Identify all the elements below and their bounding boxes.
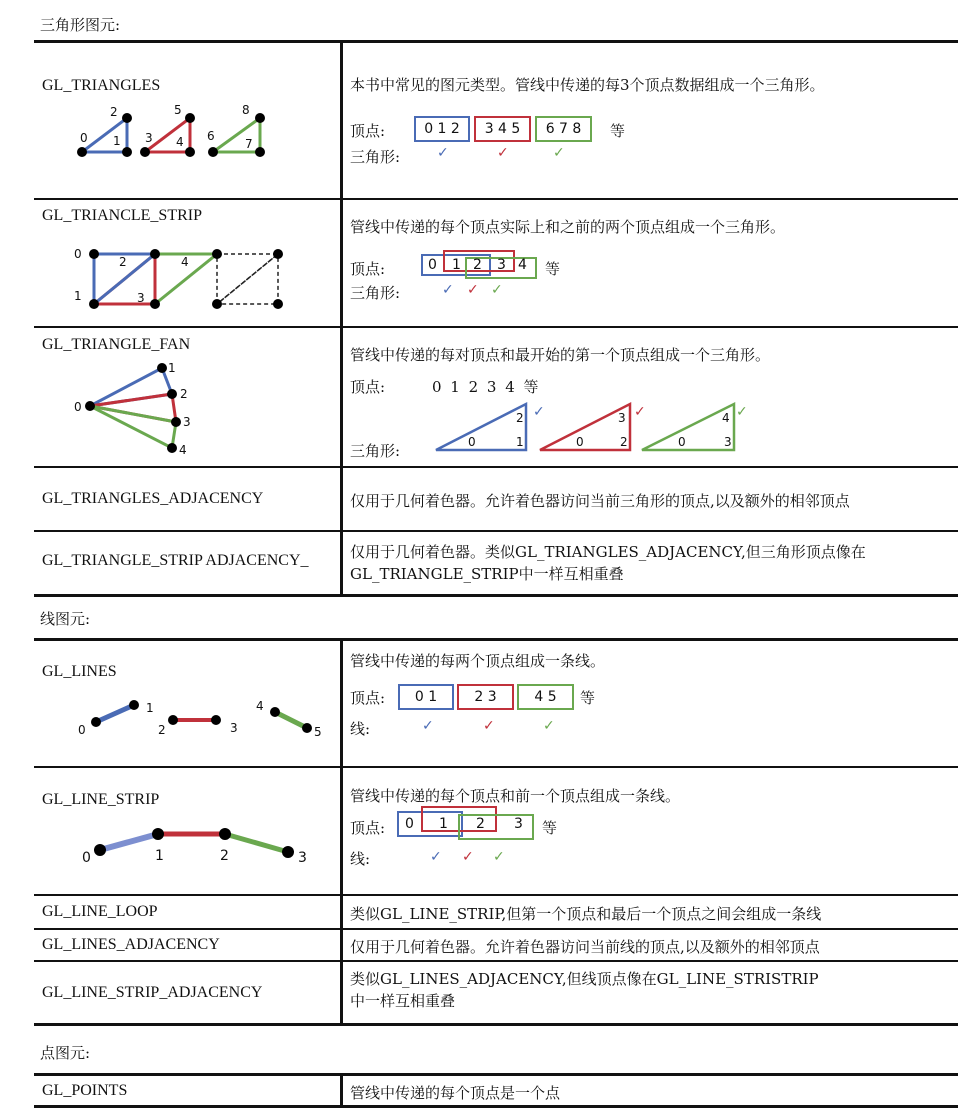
primitive-name: GL_LINES [42,663,117,680]
vertex-label: 1 [146,701,154,715]
vertex-dot [168,715,178,725]
vertex-dot [212,249,222,259]
vertex-group: 0 1 2 [414,116,470,142]
vertex-label: 5 [314,725,322,739]
vertex-dot [211,715,221,725]
check-icon: ✓ [634,404,646,420]
vertex-number: 1 [452,257,461,273]
vertex-label: 3 [145,131,153,145]
vertex-label: 1 [155,848,164,864]
vertex-dot [89,299,99,309]
vertex-group: 4 5 [517,684,574,710]
line-strip-diagram [70,820,340,870]
vertex-label: 2 [110,105,118,119]
table-rule [34,594,958,597]
vertex-label: 3 [230,721,238,735]
vertex-dot [140,147,150,157]
vertex-label: 7 [245,137,253,151]
check-icon: ✓ [533,404,545,420]
etc-label: 等 [542,819,558,837]
check-icon: ✓ [497,145,509,161]
primitive-name: GL_TRIANCLE_STRIP [42,207,202,224]
vertex-label: 0 [82,850,91,866]
section-title-lines: 线图元: [40,610,91,628]
shapes-label: 三角形: [350,284,401,302]
table-rule [34,1023,958,1026]
etc-label: 等 [610,122,626,140]
vertices-label: 顶点: [350,122,386,140]
vertex-dot [255,147,265,157]
section-title-triangles: 三角形图元: [40,16,121,34]
vertex-dot [167,389,177,399]
shapes-label: 线: [350,720,371,738]
vertex-label: 4 [256,699,264,713]
vertex-label: 4 [179,443,187,457]
vertex-dot [150,249,160,259]
primitive-name: GL_TRIANGLE_FAN [42,336,191,353]
vertex-number: 2 [476,816,485,832]
primitive-description: 类似GL_LINE_STRIP,但第一个顶点和最后一个顶点之间会组成一条线 [350,905,822,923]
vertex-number: 3 [497,257,506,273]
vertex-label: 8 [242,103,250,117]
primitive-description: 管线中传递的每个顶点实际上和之前的两个顶点组成一个三角形。 [350,218,786,236]
table-rule [34,198,958,200]
vertices-label: 顶点: [350,689,386,707]
vertex-label: 1 [168,361,176,375]
primitive-name: GL_LINE_STRIP [42,791,160,808]
check-icon: ✓ [543,718,555,734]
primitive-description: 仅用于几何着色器。类似GL_TRIANGLES_ADJACENCY,但三角形顶点像在 [350,543,866,561]
vertex-dot [273,299,283,309]
primitive-name: GL_POINTS [42,1082,128,1099]
vertex-label: 2 [119,255,127,269]
vertex-dot [122,147,132,157]
column-divider [340,1073,343,1108]
tri-label: 3 [724,435,732,449]
tri-label: 0 [576,435,584,449]
vertices-label: 顶点: [350,378,386,396]
vertex-label: 1 [113,134,121,148]
primitive-name: GL_LINE_LOOP [42,903,158,920]
table-rule [34,530,958,532]
tri-label: 3 [618,411,626,425]
vertex-dot [167,443,177,453]
vertex-dot [273,249,283,259]
vertex-dot [219,828,231,840]
primitive-description: 管线中传递的每两个顶点组成一条线。 [350,652,606,670]
vertex-dot [270,707,280,717]
table-rule [34,894,958,896]
vertex-dot [94,844,106,856]
table-rule [34,638,958,641]
vertex-dot [171,417,181,427]
vertex-number: 0 [405,816,414,832]
vertex-number: 3 [514,816,523,832]
vertex-dot [208,147,218,157]
primitive-description: 仅用于几何着色器。允许着色器访问当前线的顶点,以及额外的相邻顶点 [350,938,820,956]
vertex-dot [122,113,132,123]
shapes-label: 线: [350,850,371,868]
vertex-label: 3 [298,850,307,866]
vertex-group: 3 4 5 [474,116,531,142]
vertex-group: 6 7 8 [535,116,592,142]
vertex-label: 1 [74,289,82,303]
primitive-name: GL_LINES_ADJACENCY [42,936,220,953]
etc-label: 等 [580,689,596,707]
check-icon: ✓ [430,849,442,865]
vertex-dot [282,846,294,858]
primitive-description: 仅用于几何着色器。允许着色器访问当前三角形的顶点,以及额外的相邻顶点 [350,492,850,510]
vertex-dot [157,363,167,373]
vertex-group: 0 1 [398,684,454,710]
primitive-description: 管线中传递的每对顶点和最开始的第一个顶点组成一个三角形。 [350,346,771,364]
vertex-dot [77,147,87,157]
tri-label: 2 [516,411,524,425]
vertex-dot [185,147,195,157]
vertex-sequence: 0 1 2 3 4 等 [432,378,539,396]
check-icon: ✓ [422,718,434,734]
tri-label: 0 [468,435,476,449]
vertex-label: 3 [137,291,145,305]
vertex-dot [129,700,139,710]
vertex-label: 2 [220,848,229,864]
vertex-number: 1 [439,816,448,832]
vertex-dot [152,828,164,840]
triangle-strip-diagram [70,240,290,310]
vertex-label: 4 [176,135,184,149]
fan-triangles-illustration [430,398,760,456]
section-title-points: 点图元: [40,1044,91,1062]
table-rule [34,466,958,468]
vertex-label: 0 [78,723,86,737]
table-rule [34,1073,958,1076]
check-icon: ✓ [493,849,505,865]
primitive-name: GL_LINE_STRIP_ADJACENCY [42,984,263,1001]
vertex-dot [89,249,99,259]
vertex-dot [150,299,160,309]
lines-diagram [70,694,340,742]
vertex-label: 6 [207,129,215,143]
vertex-label: 2 [180,387,188,401]
table-rule [34,1105,958,1108]
table-rule [34,40,958,43]
shapes-label: 三角形: [350,148,401,166]
vertex-dot [91,717,101,727]
shapes-label: 三角形: [350,442,401,460]
primitive-description-cont: 中一样互相重叠 [350,992,456,1010]
check-icon: ✓ [437,145,449,161]
check-icon: ✓ [462,849,474,865]
vertex-dot [302,723,312,733]
check-icon: ✓ [553,145,565,161]
table-rule [34,928,958,930]
etc-label: 等 [545,260,561,278]
check-icon: ✓ [467,282,479,298]
primitive-name: GL_TRIANGLES [42,77,161,94]
vertex-group: 2 3 [457,684,514,710]
primitive-name: GL_TRIANGLE_STRIP ADJACENCY_ [42,552,309,569]
primitive-description: 本书中常见的图元类型。管线中传递的每3个顶点数据组成一个三角形。 [350,76,825,94]
vertex-label: 3 [183,415,191,429]
vertex-number: 2 [473,257,482,273]
vertex-number: 4 [518,257,527,273]
tri-label: 1 [516,435,524,449]
check-icon: ✓ [483,718,495,734]
vertex-number: 0 [428,257,437,273]
check-icon: ✓ [442,282,454,298]
vertex-dot [185,113,195,123]
vertex-label: 4 [181,255,189,269]
primitive-description: 管线中传递的每个顶点是一个点 [350,1084,561,1102]
column-divider [340,638,343,1026]
vertex-label: 0 [74,400,82,414]
vertex-label: 2 [158,723,166,737]
check-icon: ✓ [491,282,503,298]
table-rule [34,326,958,328]
table-rule [34,960,958,962]
triangle-fan-diagram [70,358,210,458]
primitive-name: GL_TRIANGLES_ADJACENCY [42,490,264,507]
vertex-label: 5 [174,103,182,117]
check-icon: ✓ [736,404,748,420]
tri-label: 2 [620,435,628,449]
vertex-dot [212,299,222,309]
tri-label: 4 [722,411,730,425]
vertex-dot [85,401,95,411]
triangles-diagram [70,100,280,164]
primitive-description: 管线中传递的每个顶点和前一个顶点组成一条线。 [350,787,681,805]
primitive-description-cont: GL_TRIANGLE_STRIP中一样互相重叠 [350,565,624,583]
column-divider [340,40,343,597]
vertices-label: 顶点: [350,819,386,837]
vertex-dot [255,113,265,123]
vertex-label: 0 [80,131,88,145]
primitive-description: 类似GL_LINES_ADJACENCY,但线顶点像在GL_LINE_STRISTRIP [350,970,819,988]
vertex-label: 0 [74,247,82,261]
vertices-label: 顶点: [350,260,386,278]
table-rule [34,766,958,768]
tri-label: 0 [678,435,686,449]
